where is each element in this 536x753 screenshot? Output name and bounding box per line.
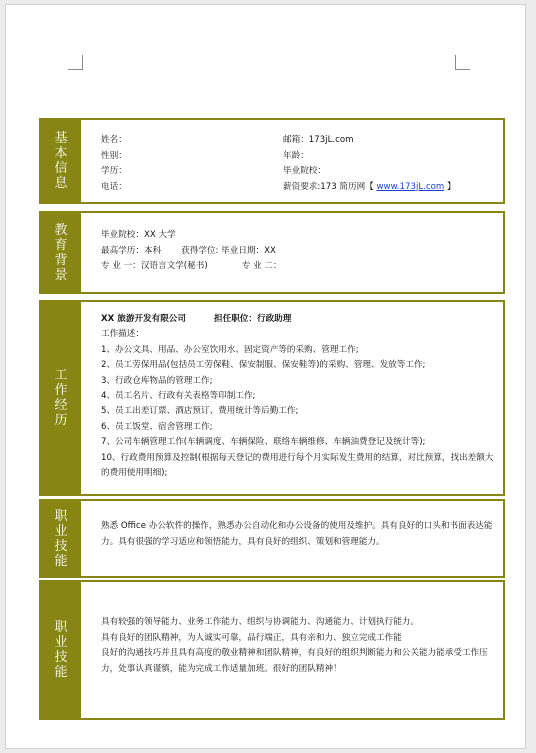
section-label: 职业技能 bbox=[41, 501, 81, 576]
skills-text: 熟悉 Office 办公软件的操作，熟悉办公自动化和办公设备的使用及维护。具有良好的口头和书面表达能力。具有很强的学习适应和领悟能力，具有良好的组织、策划和管理能力。 bbox=[101, 521, 493, 547]
skills-line: 具有良好的团队精神，为人诚实可靠，品行端正，具有亲和力、独立完成工作能 bbox=[101, 632, 402, 643]
work-item: 7、公司车辆管理工作(车辆调度、车辆保险、联络车辆维修、车辆油费登记及统计等); bbox=[101, 437, 426, 448]
section-body bbox=[81, 501, 503, 576]
work-item: 10、行政费用预算及控制(根据每天登记的费用进行每个月实际发生费用的结算，对比预算，找出差额大的费用使用明细); bbox=[101, 452, 494, 479]
website-link[interactable]: www.173jL.com bbox=[376, 181, 445, 192]
section-label: 基本信息 bbox=[41, 120, 81, 202]
edu-major-one: 专 业 一：汉语言文学(秘书) bbox=[101, 261, 208, 271]
edu-degree-title: 获得学位: 毕业日期：XX bbox=[181, 245, 276, 256]
work-company: XX 旅游开发有限公司 bbox=[101, 314, 186, 324]
section-education bbox=[39, 211, 505, 294]
section-basic-info bbox=[39, 118, 505, 204]
education-field: 学历： bbox=[101, 166, 127, 176]
section-body bbox=[81, 120, 503, 202]
email-field: 邮箱：173jL.com bbox=[283, 135, 354, 145]
work-position: 担任职位：行政助理 bbox=[214, 314, 292, 324]
section-body bbox=[81, 213, 503, 292]
salary-field: 薪资要求:173 简历网【 www.173jL.com 】 bbox=[283, 181, 456, 192]
work-item: 4、员工名片、行政有关表格等印制工作; bbox=[101, 391, 256, 402]
work-item: 2、员工劳保用品(包括员工劳保鞋、保安制服、保安鞋等)的采购、管理、发放等工作; bbox=[101, 360, 426, 371]
crop-mark-top-left bbox=[68, 55, 83, 70]
gender-field: 性别： bbox=[101, 150, 127, 161]
work-item: 5、员工出差订票、酒店预订、费用统计等后勤工作; bbox=[101, 406, 299, 417]
work-desc-title: 工作描述： bbox=[101, 329, 144, 340]
section-body bbox=[81, 302, 503, 494]
skills-line: 具有较强的领导能力、业务工作能力、组织与协调能力、沟通能力、计划执行能力。 bbox=[101, 617, 419, 627]
work-item: 6、员工饭堂、宿舍管理工作; bbox=[101, 421, 213, 432]
edu-degree: 最高学历：本科 bbox=[101, 245, 162, 256]
work-item: 1、办公文具、用品、办公室饮用水、固定资产等的采购、管理工作; bbox=[101, 344, 359, 355]
work-item: 3、行政仓库物品的管理工作; bbox=[101, 375, 213, 386]
document-page bbox=[5, 4, 526, 749]
section-skills-1 bbox=[39, 499, 505, 578]
skills-line: 良好的沟通技巧并且具有高度的敬业精神和团队精神，有良好的组织判断能力和公关能力能承受工作压力，处事认真谨慎，能为完成工作适量加班。很好的团队精神！ bbox=[101, 648, 488, 674]
edu-school: 毕业院校：XX 大学 bbox=[101, 230, 176, 240]
age-field: 年龄： bbox=[283, 150, 309, 161]
section-skills-2 bbox=[39, 580, 505, 720]
edu-major-two: 专 业 二： bbox=[241, 261, 282, 271]
name-field: 姓名： bbox=[101, 135, 127, 145]
section-work-experience bbox=[39, 300, 505, 496]
section-body bbox=[81, 582, 503, 718]
school-field: 毕业院校： bbox=[283, 166, 326, 176]
section-label: 工作经历 bbox=[41, 302, 81, 494]
crop-mark-top-right bbox=[455, 55, 470, 70]
section-label: 职业技能 bbox=[41, 582, 81, 718]
section-label: 教育背景 bbox=[41, 213, 81, 292]
phone-field: 电话： bbox=[101, 181, 127, 192]
